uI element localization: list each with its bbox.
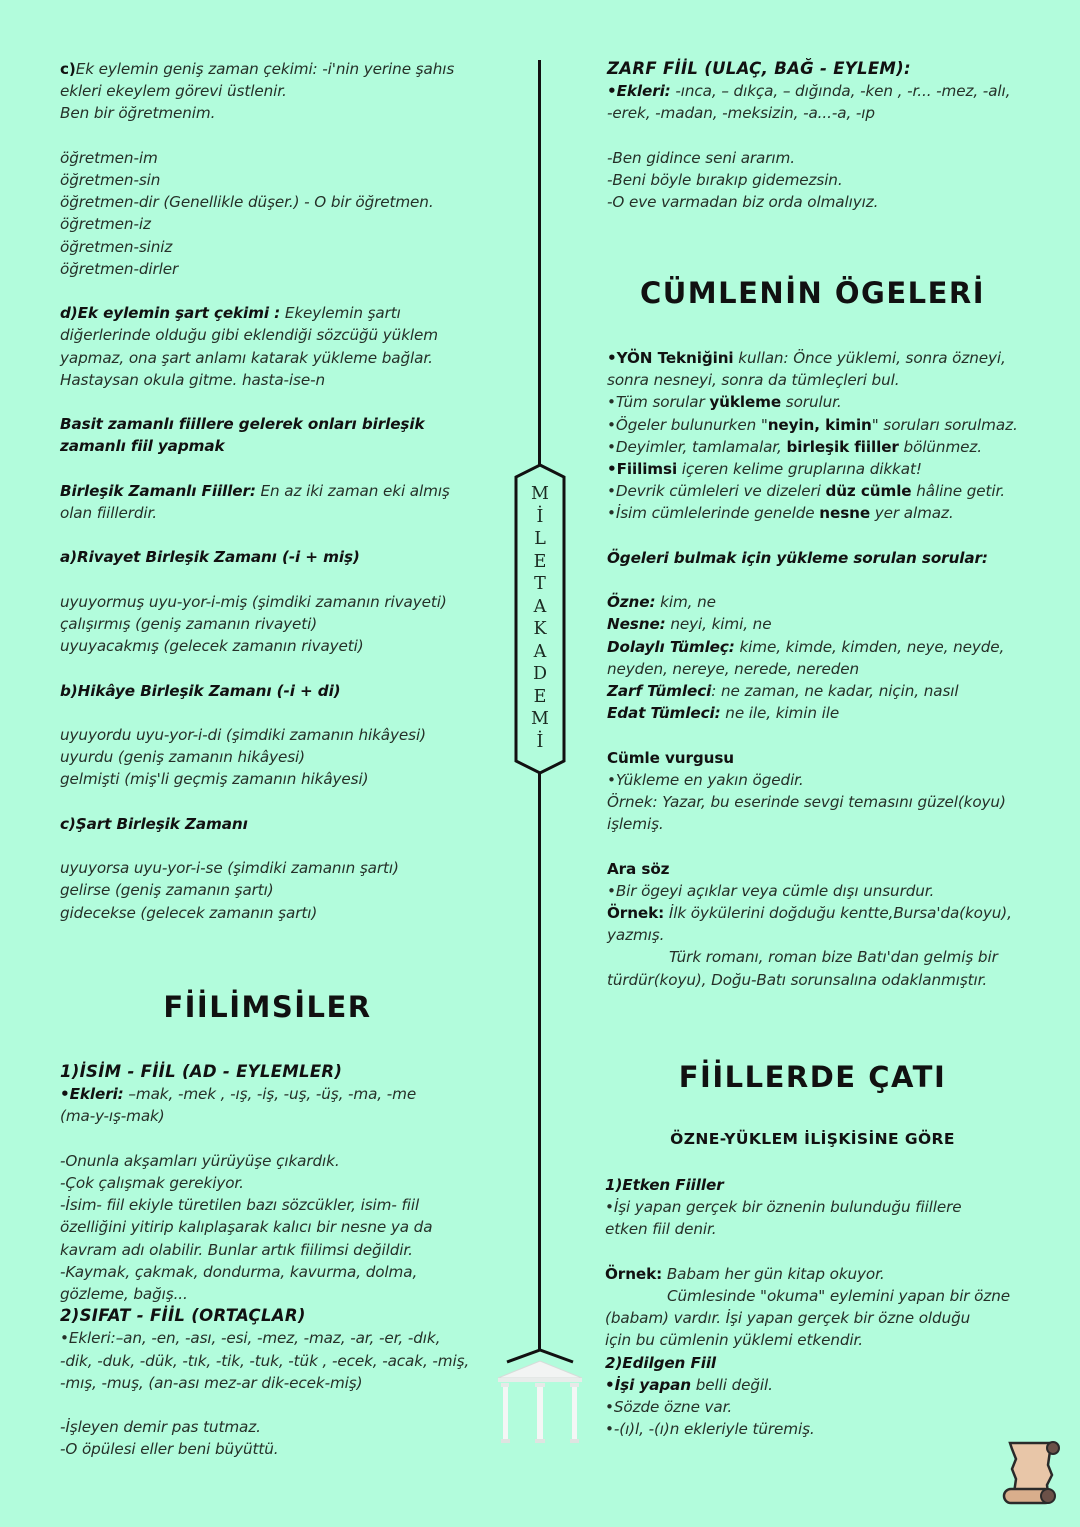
conjugation-line: öğretmen-im: [60, 148, 158, 167]
tip-yon: •YÖN Tekniğini kullan: Önce yüklemi, sonra özneyi,: [607, 349, 1006, 367]
conjugation-line: öğretmen-sin: [60, 171, 161, 189]
soru-zarf-tumleci: Zarf Tümleci: ne zaman, ne kadar, niçin, nasıl: [607, 682, 959, 701]
basit-zamanli-heading: zamanlı fiil yapmak: [60, 437, 225, 456]
soru-edat-tumleci: Edat Tümleci: ne ile, kimin ile: [607, 704, 840, 723]
isim-fiil-example: gözleme, bağış...: [60, 1285, 188, 1304]
tip-isim-cumle: •İsim cümlelerinde genelde nesne yer almaz.: [607, 504, 954, 523]
ara-soz-ornek: Örnek: İlk öykülerini doğduğu kentte,Bursa'da(koyu),: [607, 904, 1012, 923]
conjugation-line: öğretmen-iz: [60, 215, 151, 234]
hikaye-title: b)Hikâye Birleşik Zamanı (-i + di): [60, 681, 341, 700]
conjugation-line: öğretmen-dirler: [60, 259, 179, 278]
ek-eylem-sart-title: d)Ek eylemin şart çekimi : Ekeylemin şartı: [60, 304, 401, 323]
rivayet-example: uyuyormuş uyu-yor-i-miş (şimdiki zamanın rivayeti): [60, 592, 447, 611]
etken-line: •İşi yapan gerçek bir öznenin bulunduğu fiillere: [605, 1198, 962, 1217]
hikaye-example: uyuyordu uyu-yor-i-di (şimdiki zamanın hikâyesi): [60, 725, 426, 744]
basit-zamanli-heading: Basit zamanlı fiillere gelerek onları birleşik: [60, 415, 425, 434]
sart-example: uyuyorsa uyu-yor-i-se (şimdiki zamanın şartı): [60, 859, 399, 878]
birlesik-definition-cont: olan fiillerdir.: [60, 504, 158, 522]
right-column: [607, 58, 1037, 213]
isim-fiil-title: 1)İSİM - FİİL (AD - EYLEMLER): [60, 1062, 343, 1081]
tip-yukleme: •Tüm sorular yükleme sorulur.: [607, 393, 842, 412]
etken-expl: için bu cümlenin yüklemi etkendir.: [605, 1331, 863, 1350]
conjugation-line: öğretmen-siniz: [60, 237, 173, 256]
sifat-fiil-example: -İşleyen demir pas tutmaz.: [60, 1418, 261, 1437]
ek-eylem-sart-example: Hastaysan okula gitme. hasta-ise-n: [60, 370, 326, 389]
tip-neyin-kimin: •Ögeler bulunurken "neyin, kimin" soruları sorulmaz.: [607, 415, 1018, 434]
rivayet-example: uyuyacakmış (gelecek zamanın rivayeti): [60, 637, 364, 656]
isim-fiil-example: özelliğini yitirip kalıplaşarak kalıcı bir nesne ya da: [60, 1218, 433, 1237]
zarf-fiil-ekleri-cont: -erek, -madan, -meksizin, -a...-a, -ıp: [607, 104, 875, 123]
soru-dolayli-tumlec: Dolaylı Tümleç: kime, kimde, kimden, neye, neyde,: [607, 637, 1005, 656]
fiilimsiler-title: FİİLİMSİLER: [163, 990, 372, 1024]
zarf-fiil-ekleri: •Ekleri: -ınca, – dıkça, – dığında, -ken , -r... -mez, -alı,: [607, 82, 1011, 101]
rivayet-title: a)Rivayet Birleşik Zamanı (-i + miş): [60, 548, 360, 567]
ara-soz-line: yazmış.: [607, 926, 665, 945]
edilgen-line: •Sözde özne var.: [605, 1398, 733, 1417]
tip-devrik: •Devrik cümleleri ve dizeleri düz cümle hâline getir.: [607, 482, 1005, 501]
divider-line-bottom: [538, 772, 541, 1350]
cumlenin-ogeleri-title: CÜMLENİN ÖGELERİ: [639, 276, 986, 310]
zarf-fiil-example: -Ben gidince seni ararım.: [607, 148, 795, 167]
sart-example: gelirse (geniş zamanın şartı): [60, 881, 274, 900]
conjugation-line: öğretmen-dir (Genellikle düşer.) - O bir öğretmen.: [60, 193, 434, 212]
etken-title: 1)Etken Fiiller: [605, 1176, 724, 1194]
etken-ornek: Örnek: Babam her gün kitap okuyor.: [605, 1264, 885, 1283]
ara-soz-line: •Bir ögeyi açıklar veya cümle dışı unsurdur.: [607, 881, 935, 900]
sart-example: gidecekse (gelecek zamanın şartı): [60, 903, 318, 922]
sorular-title: Ögeleri bulmak için yükleme sorulan sorular:: [607, 548, 988, 567]
birlesik-definition: Birleşik Zamanlı Fiiller: En az iki zaman eki almış: [60, 481, 450, 500]
fiillerde-cati-title: FİİLLERDE ÇATI: [678, 1060, 947, 1094]
sifat-fiil-title: 2)SIFAT - FİİL (ORTAÇLAR): [60, 1306, 306, 1326]
ara-soz-title: Ara söz: [607, 859, 670, 878]
etken-expl: (babam) vardır. İşi yapan gerçek bir özne olduğu: [605, 1309, 971, 1328]
tip-fiilimsi: •Fiilimsi içeren kelime gruplarına dikkat!: [607, 460, 922, 479]
sifat-fiil-ekleri: -dik, -duk, -dük, -tık, -tik, -tuk, -tük , -ecek, -acak, -miş,: [60, 1351, 470, 1370]
ek-eylem-genis-title: c)Ek eylemin geniş zaman çekimi: -i'nin yerine şahıs: [60, 60, 455, 78]
tip-deyimler: •Deyimler, tamlamalar, birleşik fiiller bölünmez.: [607, 437, 982, 456]
soru-dolayli-tumlec-cont: neyden, nereye, nerede, nereden: [607, 659, 860, 678]
milet-akademi-banner: [514, 463, 566, 775]
ara-soz-line: türdür(koyu), Doğu-Batı sorunsalına odaklanmıştır.: [607, 970, 988, 989]
isim-fiil-ekleri-cont: (ma-y-ış-mak): [60, 1107, 165, 1126]
vurgu-line: işlemiş.: [607, 815, 664, 834]
sifat-fiil-ekleri: -mış, -muş, (an-ası mez-ar dik-ecek-miş): [60, 1373, 363, 1392]
ek-eylem-sart-desc: diğerlerinde olduğu gibi eklendiği sözcüğü yüklem: [60, 326, 438, 345]
soru-ozne: Özne: kim, ne: [607, 593, 716, 612]
ek-eylem-sart-desc: yapmaz, ona şart anlamı katarak yükleme bağlar.: [60, 348, 433, 367]
etken-expl: Cümlesinde "okuma" eylemini yapan bir özne: [667, 1287, 1011, 1305]
isim-fiil-example: -Onunla akşamları yürüyüşe çıkardık.: [60, 1151, 340, 1170]
hikaye-example: uyurdu (geniş zamanın hikâyesi): [60, 748, 305, 767]
ara-soz-line: Türk romanı, roman bize Batı'dan gelmiş bir: [669, 948, 998, 967]
divider-line-top: [538, 60, 541, 465]
vurgu-line: Örnek: Yazar, bu eserinde sevgi temasını güzel(koyu): [607, 793, 1006, 812]
edilgen-line: •İşi yapan belli değil.: [605, 1375, 773, 1394]
vurgu-title: Cümle vurgusu: [607, 748, 735, 767]
zarf-fiil-example: -Beni böyle bırakıp gidemezsin.: [607, 171, 843, 189]
sifat-fiil-ekleri: •Ekleri:–an, -en, -ası, -esi, -mez, -maz, -ar, -er, -dık,: [60, 1329, 441, 1348]
rivayet-example: çalışırmış (geniş zamanın rivayeti): [60, 614, 318, 633]
tip-yon-cont: sonra nesneyi, sonra da tümleçleri bul.: [607, 371, 900, 390]
temple-icon: [490, 1345, 590, 1445]
etken-line: etken fiil denir.: [605, 1220, 717, 1239]
ozne-yuklem-subtitle: ÖZNE-YÜKLEM İLİŞKİSİNE GÖRE: [670, 1130, 955, 1148]
sart-title: c)Şart Birleşik Zamanı: [60, 814, 248, 833]
cati-section: [605, 1174, 1045, 1440]
zarf-fiil-example: -O eve varmadan biz orda olmalıyız.: [607, 193, 879, 212]
isim-fiil-ekleri: •Ekleri: –mak, -mek , -ış, -iş, -uş, -üş, -ma, -me: [60, 1085, 417, 1104]
isim-fiil-example: -İsim- fiil ekiyle türetilen bazı sözcükler, isim- fiil: [60, 1196, 420, 1215]
fiilimsiler-section: [60, 1061, 490, 1461]
isim-fiil-example: kavram adı olabilir. Bunlar artık fiilimsi değildir.: [60, 1240, 413, 1259]
isim-fiil-example: -Çok çalışmak gerekiyor.: [60, 1174, 244, 1192]
soru-nesne: Nesne: neyi, kimi, ne: [607, 615, 772, 634]
vurgu-line: •Yükleme en yakın ögedir.: [607, 770, 804, 789]
scroll-icon: [1000, 1435, 1062, 1507]
ek-eylem-genis-example: Ben bir öğretmenim.: [60, 104, 216, 123]
sifat-fiil-example: -O öpülesi eller beni büyüttü.: [60, 1440, 279, 1459]
isim-fiil-example: -Kaymak, çakmak, dondurma, kavurma, dolma,: [60, 1262, 418, 1281]
edilgen-title: 2)Edilgen Fiil: [605, 1353, 717, 1372]
edilgen-line: •-(ı)l, -(ı)n ekleriyle türemiş.: [605, 1420, 815, 1439]
hikaye-example: gelmişti (miş'li geçmiş zamanın hikâyesi): [60, 770, 369, 789]
zarf-fiil-title: ZARF FİİL (ULAÇ, BAĞ - EYLEM):: [607, 59, 911, 78]
ek-eylem-genis-desc: ekleri ekeylem görevi üstlenir.: [60, 82, 287, 101]
left-column: [60, 58, 480, 924]
ogeler-section: [607, 347, 1047, 991]
banner-letters: M İ L E T A K A D E M İ: [531, 484, 549, 752]
